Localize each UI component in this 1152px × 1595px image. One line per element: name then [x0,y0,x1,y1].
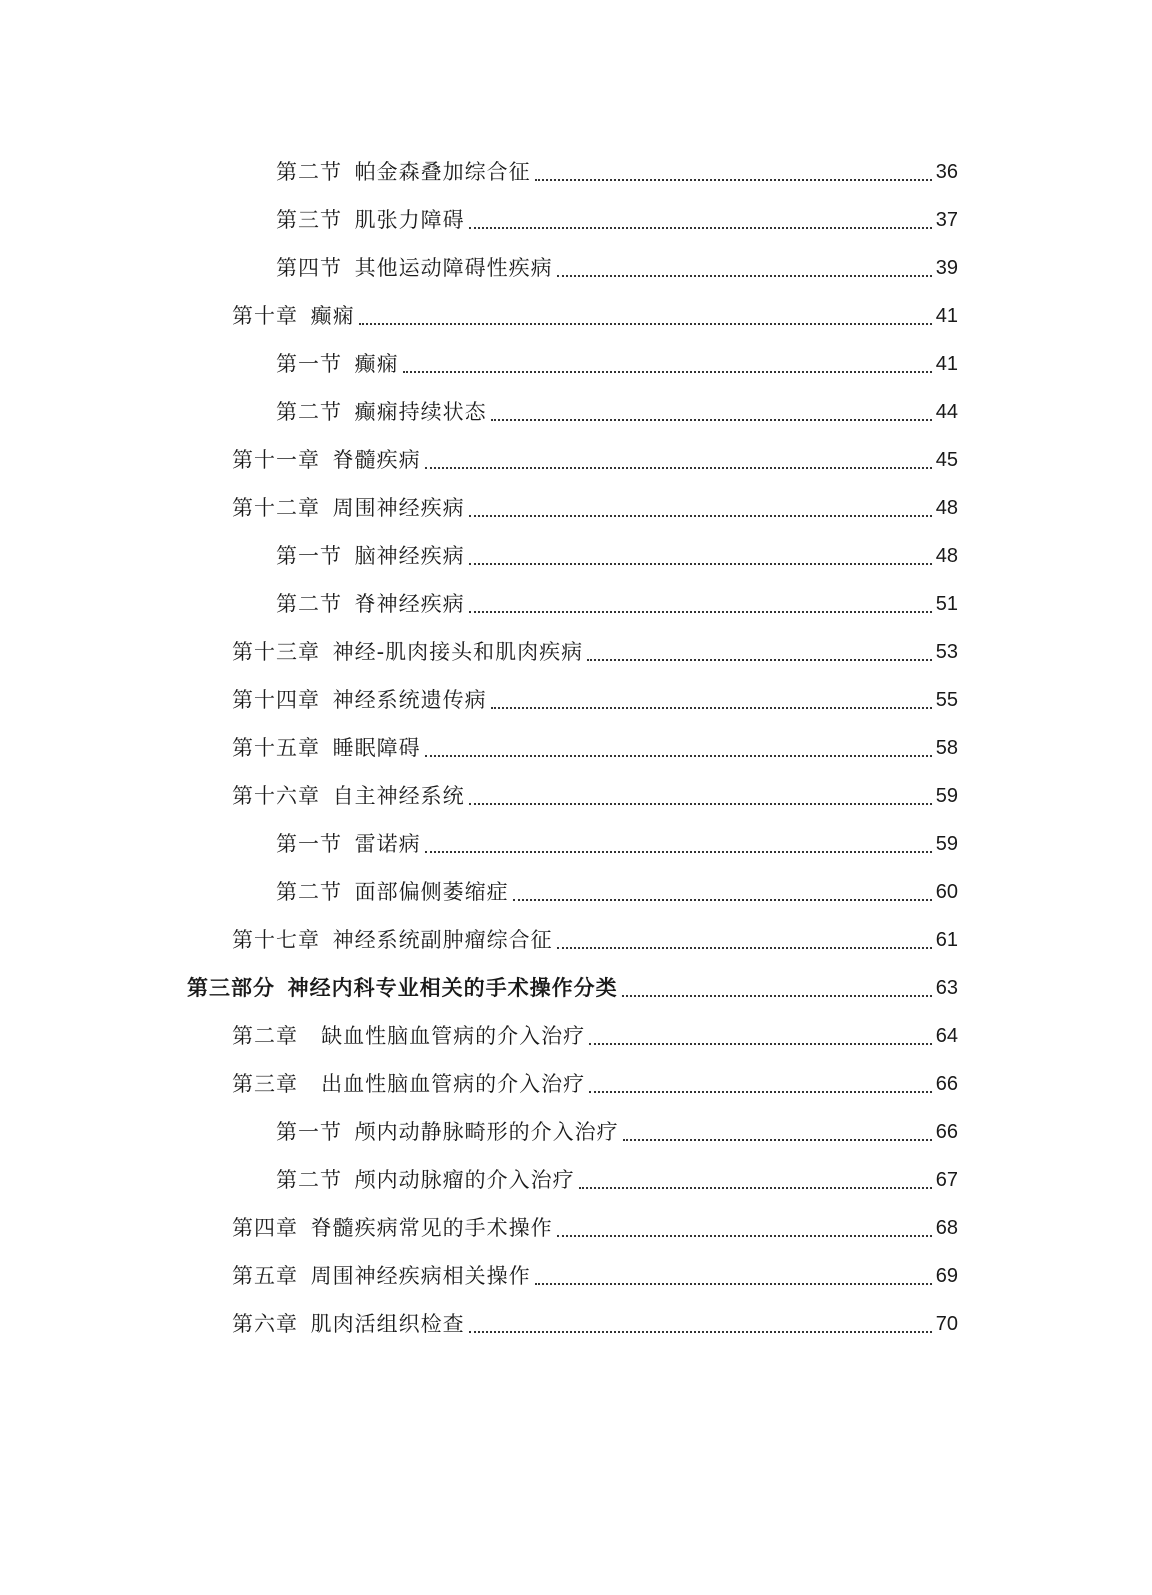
toc-entry-title: 出血性脑血管病的介入治疗 [321,1072,586,1096]
toc-page-number: 63 [935,977,958,999]
toc-entry-label [232,724,421,772]
toc-entry-title: 雷诺病 [354,832,421,856]
toc-page-number: 48 [935,545,958,567]
toc-entry-number: 第十四章 [232,688,320,712]
toc-entry-label [276,244,553,292]
toc-entry-number: 第一节 [276,544,342,568]
toc-entry-label [276,532,465,580]
toc-page-number: 60 [935,881,958,903]
dot-leader [557,947,932,949]
toc-entry-number: 第六章 [232,1312,298,1336]
dot-leader [469,611,932,613]
toc-entry-25[interactable] [0,1300,1152,1348]
toc-entry-10[interactable] [0,580,1152,628]
toc-entry-label [276,868,509,916]
toc-entry-title: 神经系统副肿瘤综合征 [332,928,553,952]
toc-entry-number: 第十六章 [232,784,320,808]
table-of-contents [0,148,1152,1348]
toc-entry-23[interactable] [0,1204,1152,1252]
toc-entry-13[interactable] [0,724,1152,772]
toc-entry-label [232,484,465,532]
toc-page-number: 48 [935,497,958,519]
toc-entry-7[interactable] [0,436,1152,484]
toc-entry-title: 帕金森叠加综合征 [354,160,531,184]
toc-entry-title: 脊髓疾病常见的手术操作 [310,1216,553,1240]
toc-entry-16[interactable] [0,868,1152,916]
toc-entry-20[interactable] [0,1060,1152,1108]
dot-leader [491,419,932,421]
toc-entry-title: 神经内科专业相关的手术操作分类 [287,976,618,1000]
toc-entry-title: 面部偏侧萎缩症 [354,880,509,904]
toc-entry-label [232,1300,465,1348]
toc-entry-label [276,820,421,868]
toc-page-number: 70 [935,1313,958,1335]
toc-entry-number: 第二节 [276,592,342,616]
dot-leader [557,1235,932,1237]
toc-page-number: 58 [935,737,958,759]
toc-entry-title: 脑神经疾病 [354,544,465,568]
toc-page-number: 55 [935,689,958,711]
dot-leader [589,1091,932,1093]
toc-entry-number: 第十五章 [232,736,320,760]
toc-entry-label [276,1156,575,1204]
toc-entry-label [276,388,487,436]
toc-entry-title: 自主神经系统 [332,784,465,808]
toc-entry-1[interactable] [0,148,1152,196]
toc-page-number: 69 [935,1265,958,1287]
toc-entry-title: 癫痫 [354,352,399,376]
toc-entry-6[interactable] [0,388,1152,436]
toc-page-number: 41 [935,353,958,375]
toc-entry-number: 第十三章 [232,640,320,664]
toc-entry-number: 第五章 [232,1264,298,1288]
toc-entry-22[interactable] [0,1156,1152,1204]
toc-entry-label [276,148,531,196]
toc-entry-number: 第十二章 [232,496,320,520]
toc-entry-title: 周围神经疾病相关操作 [310,1264,531,1288]
dot-leader [425,755,932,757]
toc-entry-number: 第二节 [276,160,342,184]
dot-leader [623,1139,932,1141]
dot-leader [425,851,932,853]
toc-entry-label [232,1060,585,1108]
toc-entry-title: 癫痫 [310,304,355,328]
toc-entry-label [232,1252,531,1300]
toc-entry-label [187,964,618,1012]
toc-entry-8[interactable] [0,484,1152,532]
toc-page-number: 59 [935,785,958,807]
dot-leader [469,1331,932,1333]
toc-page-number: 37 [935,209,958,231]
toc-entry-number: 第四章 [232,1216,298,1240]
toc-entry-number: 第二章 [232,1024,298,1048]
toc-entry-number: 第二节 [276,1168,342,1192]
toc-entry-number: 第三部分 [187,976,275,1000]
dot-leader [469,563,932,565]
toc-page-number: 66 [935,1073,958,1095]
dot-leader [589,1043,932,1045]
toc-entry-15[interactable] [0,820,1152,868]
toc-entry-label [276,340,399,388]
dot-leader [513,899,932,901]
toc-entry-title: 睡眠障碍 [332,736,421,760]
dot-leader [622,995,932,997]
toc-page-number: 59 [935,833,958,855]
toc-entry-number: 第十七章 [232,928,320,952]
toc-entry-title: 缺血性脑血管病的介入治疗 [321,1024,586,1048]
toc-entry-24[interactable] [0,1252,1152,1300]
toc-page-number: 45 [935,449,958,471]
toc-page-number: 61 [935,929,958,951]
toc-entry-number: 第十章 [232,304,298,328]
toc-entry-label [232,1204,553,1252]
toc-entry-label [232,1012,585,1060]
toc-page-number: 36 [935,161,958,183]
toc-page-number: 64 [935,1025,958,1047]
toc-entry-title: 癫痫持续状态 [354,400,487,424]
dot-leader [425,467,932,469]
dot-leader [403,371,932,373]
dot-leader [469,803,932,805]
toc-entry-label [232,916,553,964]
toc-entry-4[interactable] [0,292,1152,340]
toc-entry-title: 脊髓疾病 [332,448,421,472]
toc-entry-number: 第二节 [276,400,342,424]
toc-entry-number: 第一节 [276,1120,342,1144]
dot-leader [469,227,932,229]
toc-entry-5[interactable] [0,340,1152,388]
toc-entry-title: 肌张力障碍 [354,208,465,232]
toc-page-number: 41 [935,305,958,327]
toc-entry-title: 脊神经疾病 [354,592,465,616]
toc-entry-21[interactable] [0,1108,1152,1156]
toc-page-number: 44 [935,401,958,423]
toc-entry-number: 第一节 [276,832,342,856]
dot-leader [535,179,932,181]
toc-entry-title: 颅内动静脉畸形的介入治疗 [354,1120,619,1144]
toc-page-number: 66 [935,1121,958,1143]
toc-entry-label [276,580,465,628]
toc-entry-label [232,676,487,724]
toc-entry-number: 第二节 [276,880,342,904]
toc-page-number: 67 [935,1169,958,1191]
toc-page-number: 39 [935,257,958,279]
toc-entry-14[interactable] [0,772,1152,820]
toc-entry-title: 其他运动障碍性疾病 [354,256,553,280]
toc-entry-number: 第一节 [276,352,342,376]
toc-entry-18[interactable] [0,964,1152,1012]
toc-page-number: 68 [935,1217,958,1239]
dot-leader [579,1187,932,1189]
dot-leader [491,707,932,709]
toc-entry-label [276,1108,619,1156]
dot-leader [587,659,932,661]
toc-entry-label [232,628,583,676]
toc-entry-12[interactable] [0,676,1152,724]
toc-entry-label [232,772,465,820]
dot-leader [557,275,932,277]
dot-leader [469,515,932,517]
toc-entry-number: 第三节 [276,208,342,232]
toc-entry-title: 颅内动脉瘤的介入治疗 [354,1168,575,1192]
toc-entry-number: 第十一章 [232,448,320,472]
toc-entry-label [276,196,465,244]
toc-entry-number: 第三章 [232,1072,298,1096]
toc-entry-label [232,292,355,340]
toc-page-number: 53 [935,641,958,663]
dot-leader [359,323,932,325]
toc-entry-title: 神经-肌肉接头和肌肉疾病 [332,640,584,664]
toc-page-number: 51 [935,593,958,615]
toc-entry-2[interactable] [0,196,1152,244]
toc-entry-19[interactable] [0,1012,1152,1060]
toc-entry-11[interactable] [0,628,1152,676]
toc-entry-title: 神经系统遗传病 [332,688,487,712]
toc-entry-title: 肌肉活组织检查 [310,1312,465,1336]
toc-entry-3[interactable] [0,244,1152,292]
toc-entry-number: 第四节 [276,256,342,280]
toc-entry-label [232,436,421,484]
dot-leader [535,1283,932,1285]
toc-entry-title: 周围神经疾病 [332,496,465,520]
toc-entry-9[interactable] [0,532,1152,580]
toc-entry-17[interactable] [0,916,1152,964]
